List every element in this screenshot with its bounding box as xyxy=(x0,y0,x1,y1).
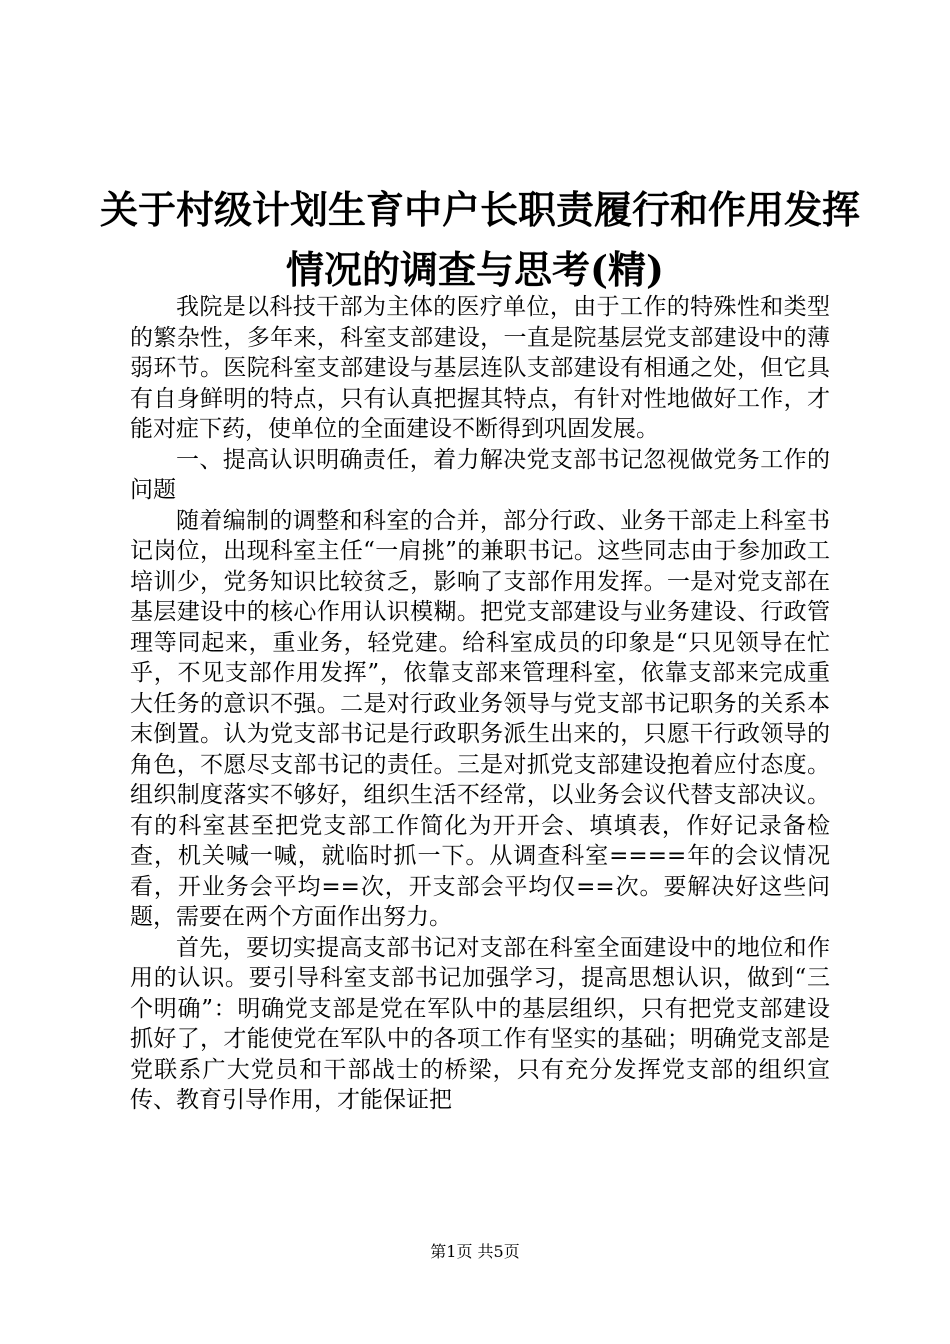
body-paragraph-intro: 我院是以科技干部为主体的医疗单位，由于工作的特殊性和类型的繁杂性，多年来，科室支部建设，一直是院基层党支部建设中的薄弱环节。医院科室支部建设与基层连队支部建设有相通之处，但它具有自身鲜明的特点，只有认真把握其特点，有针对性地做好工作，才能对症下药，使单位的全面建设不断得到巩固发展。 xyxy=(130,294,830,442)
document-title-line-1: 关于村级计划生育中户长职责履行和作用发挥 xyxy=(100,187,861,232)
document-title-line-2: 情况的调查与思考(精) xyxy=(286,247,664,292)
document-body xyxy=(130,292,830,1116)
body-paragraph-issues: 随着编制的调整和科室的合并，部分行政、业务干部走上科室书记岗位，出现科室主任“一肩挑”的兼职书记。这些同志由于参加政工培训少，党务知识比较贫乏，影响了支部作用发挥。一是对党支部在基层建设中的核心作用认识模糊。把党支部建设与业务建设、行政管理等同起来，重业务，轻党建。给科室成员的印象是“只见领导在忙乎，不见支部作用发挥”，依靠支部来管理科室，依靠支部来完成重大任务的意识不强。二是对行政业务领导与党支部书记职务的关系本末倒置。认为党支部书记是行政职务派生出来的，只愿干行政领导的角色，不愿尽支部书记的责任。三是对抓党支部建设抱着应付态度。组织制度落实不够好，组织生活不经常，以业务会议代替支部决议。有的科室甚至把党支部工作简化为开开会、填填表，作好记录备检查，机关喊一喊，就临时抓一下。从调查科室====年的会议情况看，开业务会平均==次，开支部会平均仅==次。要解决好这些问题，需要在两个方面作出努力。 xyxy=(130,507,830,930)
body-paragraph-first-measure: 首先，要切实提高支部书记对支部在科室全面建设中的地位和作用的认识。要引导科室支部书记加强学习，提高思想认识，做到“三个明确”：明确党支部是党在军队中的基层组织，只有把党支部建设抓好了，才能使党在军队中的各项工作有坚实的基础；明确党支部是党联系广大党员和干部战士的桥梁，只有充分发挥党支部的组织宣传、教育引导作用，才能保证把 xyxy=(130,934,830,1113)
page-number-footer: 第1页 共5页 xyxy=(430,1242,520,1261)
section-heading-1: 一、提高认识明确责任，着力解决党支部书记忽视做党务工作的问题 xyxy=(130,446,830,503)
